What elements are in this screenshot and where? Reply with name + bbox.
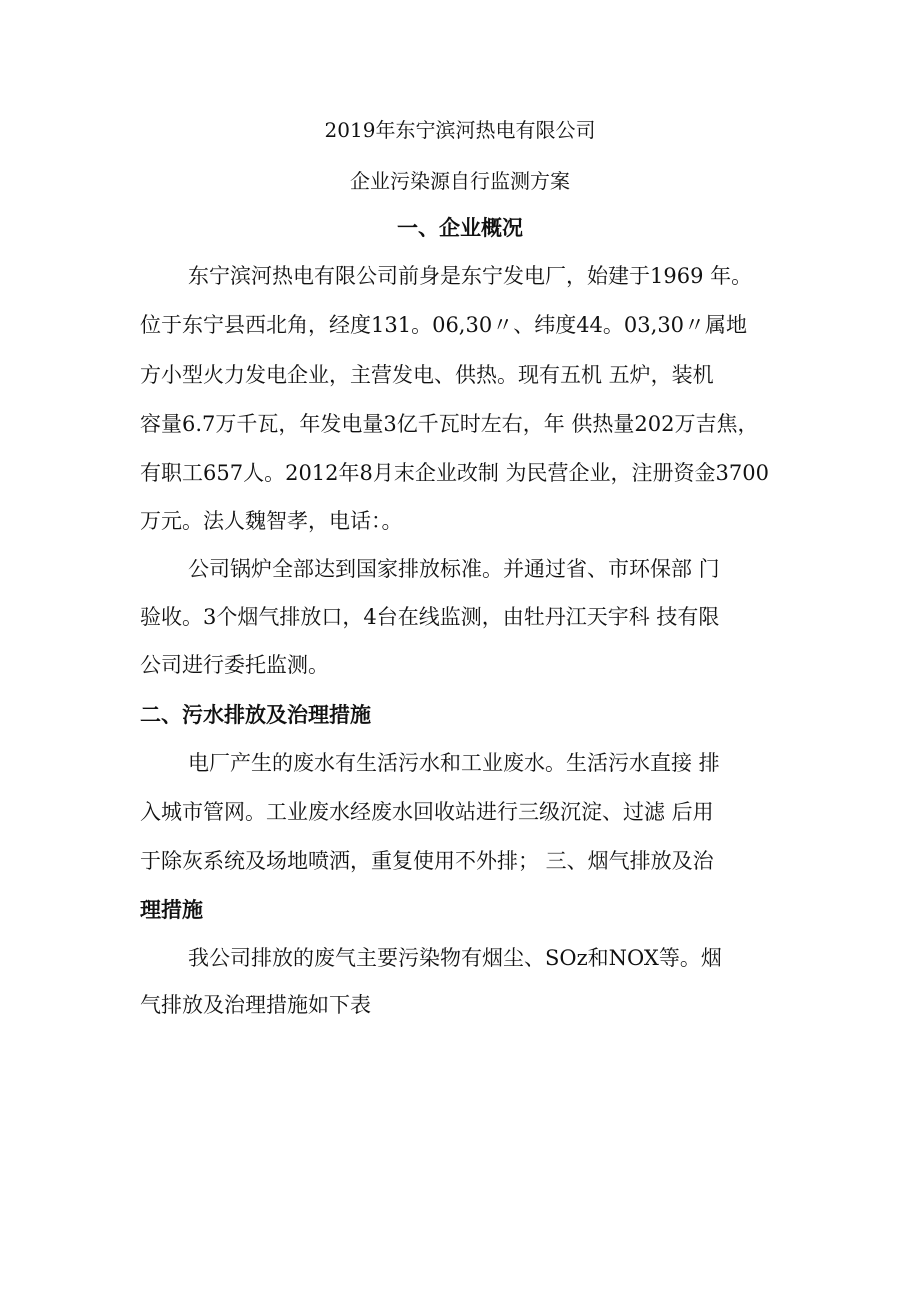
paragraph-line: 入城市管网。工业废水经废水回收站进行三级沉淀、过滤 后用	[140, 800, 714, 824]
paragraph-line: 于除灰系统及场地喷洒，重复使用不外排； 三、烟气排放及治	[140, 849, 714, 873]
paragraph-line: 验收。3个烟气排放口，4台在线监测，由牡丹江天宇科 技有限	[140, 605, 720, 629]
section-3-heading-fragment: 理措施	[140, 897, 203, 922]
paragraph-line: 我公司排放的废气主要污染物有烟尘、SOz和NOX等。烟	[188, 946, 722, 970]
document-title-line-1: 2019年东宁滨河热电有限公司	[324, 118, 596, 142]
paragraph-line: 容量6.7万千瓦，年发电量3亿千瓦时左右，年 供热量202万吉焦，	[140, 412, 759, 436]
paragraph-line: 方小型火力发电企业，主营发电、供热。现有五机 五炉，装机	[140, 363, 714, 387]
section-1-heading: 一、企业概况	[397, 215, 523, 240]
paragraph-line: 有职工657人。2012年8月末企业改制 为民营企业，注册资金3700	[140, 461, 770, 485]
document-title-line-2: 企业污染源自行监测方案	[350, 169, 570, 193]
paragraph-line: 位于东宁县西北角，经度131。06,30〃、纬度44。03,30〃属地	[140, 313, 748, 337]
paragraph-line: 东宁滨河热电有限公司前身是东宁发电厂，始建于1969 年。	[188, 264, 753, 288]
paragraph-line: 万元。法人魏智孝，电话：。	[140, 509, 403, 533]
paragraph-line: 气排放及治理措施如下表	[140, 993, 371, 1017]
paragraph-line: 公司锅炉全部达到国家排放标准。并通过省、市环保部 门	[188, 557, 720, 581]
paragraph-line: 公司进行委托监测。	[140, 653, 329, 677]
paragraph-line: 电厂产生的废水有生活污水和工业废水。生活污水直接 排	[188, 751, 720, 775]
section-2-heading: 二、污水排放及治理措施	[140, 702, 371, 727]
